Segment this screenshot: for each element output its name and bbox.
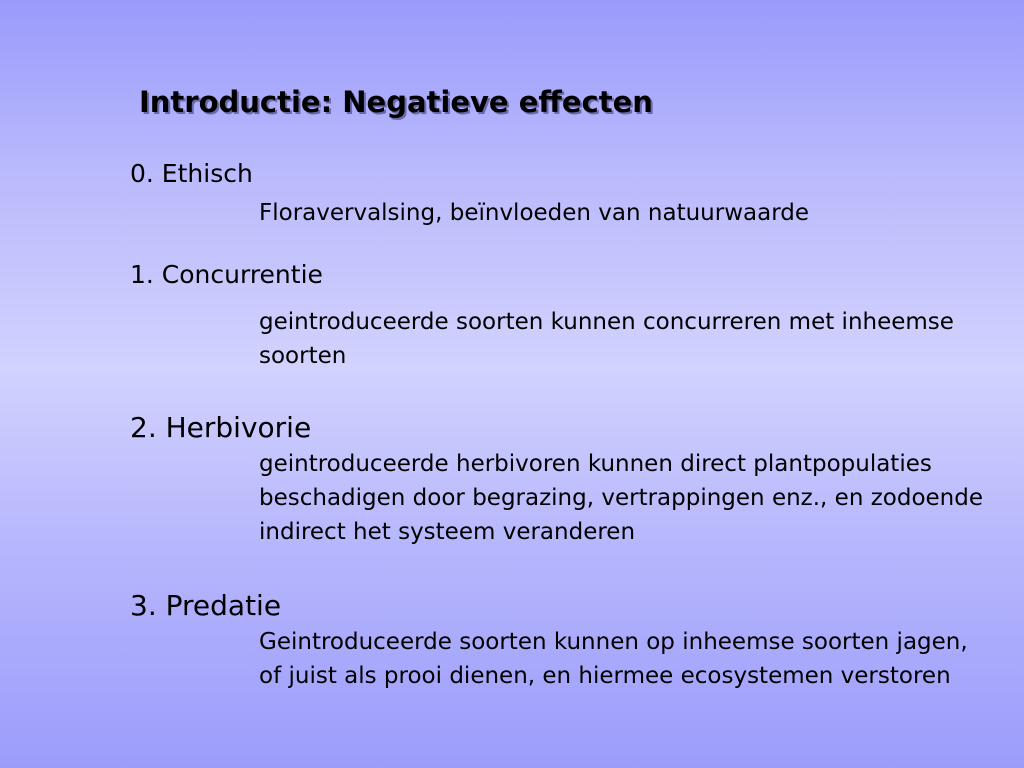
section-heading: 3. Predatie — [130, 589, 282, 622]
section-heading: 0. Ethisch — [130, 159, 253, 188]
section-body: Geintroduceerde soorten kunnen op inheemse soorten jagen, of juist als prooi dienen, en hiermee ecosystemen verstoren — [259, 629, 968, 689]
section-predatie — [130, 587, 1010, 693]
section-body: geintroduceerde herbivoren kunnen direct plantpopulaties beschadigen door begrazing, vertrappingen enz., en zodoende indirect het systeem veranderen — [259, 451, 984, 545]
section-heading: 2. Herbivorie — [130, 411, 312, 444]
section-heading: 1. Concurrentie — [130, 260, 323, 289]
slide-title: Introductie: Negatieve effecten — [139, 85, 653, 119]
section-body: Floravervalsing, beïnvloeden van natuurwaarde — [259, 200, 810, 226]
section-concurrentie — [130, 258, 1010, 373]
section-ethisch — [130, 157, 1010, 230]
section-herbivorie — [130, 409, 1010, 549]
section-body: geintroduceerde soorten kunnen concurreren met inheemse soorten — [259, 309, 954, 369]
